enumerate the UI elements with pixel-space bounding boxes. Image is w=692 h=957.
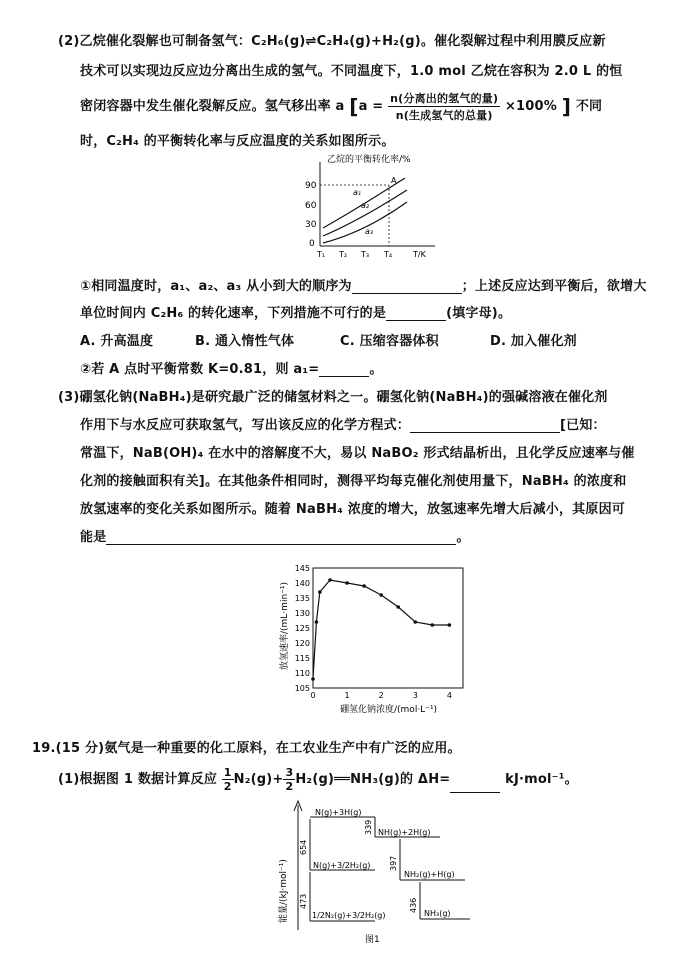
p2-line3-tail: 不同 [575, 99, 603, 114]
value-473: 473 [299, 893, 308, 909]
rate-chart-ylabel: 放氢速率/(mL·min⁻¹) [280, 581, 290, 670]
answer-blank-a1[interactable] [319, 364, 369, 377]
q1-line1 [80, 275, 647, 294]
q2-line [80, 358, 383, 377]
rate-data-point [345, 581, 349, 585]
rate-data-point [362, 584, 366, 588]
level-label-3: NH₂(g)+H(g) [404, 870, 455, 879]
label-a2: a₂ [361, 201, 370, 210]
rate-ytick: 140 [294, 579, 310, 588]
p3-line3: 常温下，NaB(OH)₄ 在水中的溶解度不大，易以 NaBO₂ 形式结晶析出，且化学反应速率与催 [80, 446, 635, 461]
q2-text: ②若 A 点时平衡常数 K=0.81，则 a₁= [80, 362, 320, 377]
rate-ytick: 110 [294, 669, 310, 678]
level-label-1: NH(g)+2H(g) [378, 828, 431, 837]
rate-xtick: 4 [446, 691, 452, 700]
percent-text: ×100% [504, 99, 557, 114]
answer-blank-dh[interactable] [450, 780, 500, 793]
option-c: C. 压缩容器体积 [340, 334, 439, 349]
energy-ylabel: 能量/(kJ·mol⁻¹) [279, 859, 289, 923]
xtick-t2: T₂ [339, 250, 348, 259]
rate-ytick: 125 [294, 624, 310, 633]
p3-line6-text: 能是 [80, 530, 107, 545]
q19-1 [58, 766, 578, 793]
point-A: A [391, 176, 397, 185]
release-rate-chart [275, 560, 475, 720]
level-label-5: NH₃(g) [424, 909, 451, 918]
threehalf-num: 3 [285, 766, 294, 779]
xtick-t1: T₁ [317, 250, 326, 259]
ytick-30: 30 [305, 220, 317, 230]
answer-blank-reason[interactable] [106, 532, 456, 545]
option-a: A. 升高温度 [80, 334, 154, 349]
rate-data-point [379, 593, 383, 597]
rate-data-point [413, 620, 417, 624]
q19-title: 19.(15 分)氨气是一种重要的化工原料，在工农业生产中有广泛的应用。 [32, 741, 461, 756]
p2-line3-text: 密闭容器中发生催化裂解反应。氢气移出率 a [80, 99, 345, 114]
q2-end: 。 [369, 362, 383, 377]
fraction-denominator: n(生成氢气的总量) [395, 109, 493, 122]
label-a3: a₃ [365, 227, 374, 236]
rate-data-point [318, 590, 322, 594]
q19-1-unit: kJ·mol⁻¹。 [505, 772, 578, 787]
q19-1-text: (1)根据图 1 数据计算反应 [58, 772, 218, 787]
rate-xtick: 3 [412, 691, 418, 700]
p3-line1: (3)硼氢化钠(NaBH₄)是研究最广泛的储氢材料之一。硼氢化钠(NaBH₄)的强碱溶液在催化剂 [58, 390, 608, 405]
half-fraction [222, 766, 234, 793]
rate-ytick: 115 [294, 654, 310, 663]
p3-line2-tail: [已知： [560, 418, 606, 433]
p3-line5: 放氢速率的变化关系如图所示。随着 NaBH₄ 浓度的增大，放氢速率先增大后减小，其原因可 [80, 502, 625, 517]
fraction-numerator: n(分离出的氢气的量) [390, 92, 499, 105]
ytick-90: 90 [305, 181, 317, 191]
threehalf-fraction [283, 766, 295, 793]
level-label-0: N(g)+3H(g) [315, 808, 362, 817]
level-label-4: 1/2N₂(g)+3/2H₂(g) [312, 911, 386, 920]
conversion-chart-ylabel: 乙烷的平衡转化率/% [327, 155, 411, 165]
rate-ytick: 130 [294, 609, 310, 618]
rate-data-point [431, 623, 435, 627]
p2-line4: 时，C₂H₄ 的平衡转化率与反应温度的关系如图所示。 [80, 134, 395, 149]
plot-frame [313, 568, 463, 688]
threehalf-den: 2 [285, 780, 294, 793]
label-a1: a₁ [353, 188, 362, 197]
answer-blank-option[interactable] [386, 308, 446, 321]
ytick-0: 0 [309, 239, 315, 249]
xtick-t3: T₃ [361, 250, 370, 259]
p2-line1: (2)乙烷催化裂解也可制备氢气：C₂H₆(g)⇌C₂H₄(g)+H₂(g)。催化裂解过程中利用膜反应新 [58, 34, 606, 49]
p3-line2 [80, 414, 606, 433]
xtick-tk: T/K [413, 250, 426, 259]
option-b: B. 通入惰性气体 [195, 334, 295, 349]
q1-line2 [80, 302, 511, 321]
p2-line3: 密闭容器中发生催化裂解反应。氢气移出率 a [a = $\frac{\text{n(分离出的氢气的量)}}{\text{n(生成氢气的总量)}}$ ×100% ] 不同 [80, 92, 603, 122]
q19-1-h2: H₂(g)══NH₃(g)的 ΔH= [295, 772, 451, 787]
rate-xtick: 2 [378, 691, 384, 700]
level-label-2: N(g)+3/2H₂(g) [313, 861, 371, 870]
rate-ytick: 145 [294, 564, 310, 573]
xtick-t4: T₄ [384, 250, 393, 259]
q1-text: ①相同温度时，a₁、a₂、a₃ 从小到大的顺序为 [80, 279, 352, 294]
removal-rate-fraction [388, 90, 500, 123]
p3-line2-text: 作用下与水反应可获取氢气，写出该反应的化学方程式： [80, 418, 411, 433]
rate-data-point [315, 620, 319, 624]
rate-ytick: 120 [294, 639, 310, 648]
answer-blank-order[interactable] [352, 281, 462, 294]
option-d: D. 加入催化剂 [490, 334, 577, 349]
q1-text4: (填字母)。 [446, 306, 512, 321]
rate-data-point [328, 578, 332, 582]
rate-chart-xlabel: 硼氢化钠浓度/(mol·L⁻¹) [340, 705, 438, 715]
half-den: 2 [223, 780, 232, 793]
value-397: 397 [389, 855, 398, 871]
rate-ytick: 105 [294, 684, 310, 693]
rate-data-point [448, 623, 452, 627]
q1-text3: 单位时间内 C₂H₆ 的转化速率，下列措施不可行的是 [80, 306, 387, 321]
figure-caption: 图1 [365, 935, 380, 945]
rate-xtick: 1 [344, 691, 350, 700]
rate-ytick: 135 [294, 594, 310, 603]
p3-line6-end: 。 [456, 530, 470, 545]
ytick-60: 60 [305, 201, 317, 211]
p3-line6 [80, 526, 470, 545]
value-339: 339 [364, 819, 373, 835]
p2-line2: 技术可以实现边反应边分离出生成的氢气。不同温度下，1.0 mol 乙烷在容积为 2.0 L 的恒 [80, 64, 623, 79]
answer-blank-equation[interactable] [410, 420, 560, 433]
value-436: 436 [409, 897, 418, 913]
rate-data-point [396, 605, 400, 609]
q1-text2: ；上述反应达到平衡后，欲增大 [461, 279, 647, 294]
energy-diagram [270, 795, 480, 945]
conversion-chart [295, 150, 445, 260]
rate-xtick: 0 [310, 691, 316, 700]
p3-line4: 化剂的接触面积有关]。在其他条件相同时，测得平均每克催化剂使用量下，NaBH₄ 的浓度和 [80, 474, 627, 489]
half-num: 1 [223, 766, 232, 779]
value-654: 654 [299, 839, 308, 855]
q19-1-n2: N₂(g)+ [233, 772, 284, 787]
rate-data-point [311, 677, 315, 681]
